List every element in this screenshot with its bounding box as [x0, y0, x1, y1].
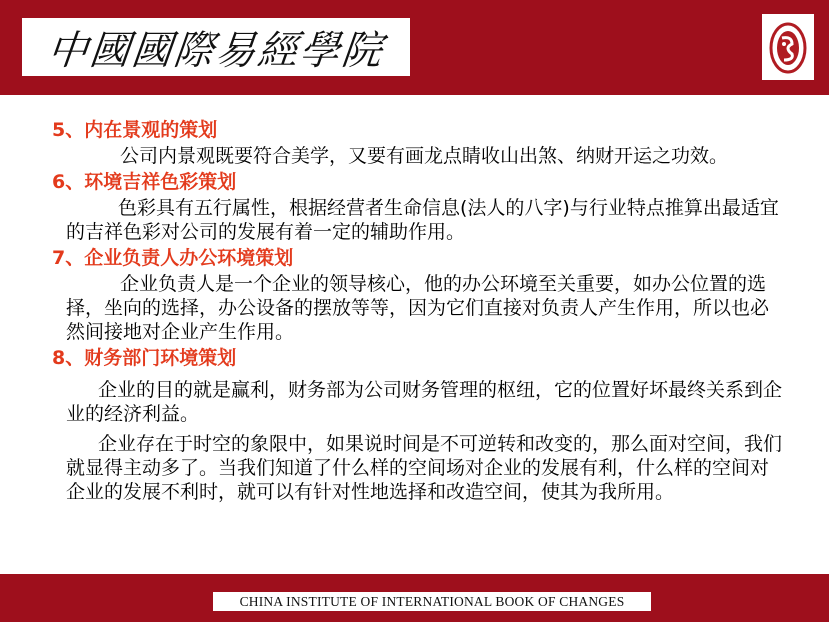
content-body — [52, 116, 792, 504]
section-paragraph: 色彩具有五行属性，根据经营者生命信息(法人的八字)与行业特点推算出最适宜的吉祥色彩对公司的发展有着一定的辅助作用。 — [66, 197, 779, 243]
seal-emblem-icon — [762, 14, 814, 80]
logo-text: 中國國際易經學院 — [45, 27, 387, 74]
section-paragraph: 企业存在于时空的象限中，如果说时间是不可逆转和改变的，那么面对空间，我们就显得主动多了。当我们知道了什么样的空间场对企业的发展有利，什么样的空间对企业的发展不利时，就可以有针对性地选择和改造空间，使其为我所用。 — [66, 433, 783, 503]
section-heading-6: 6、环境吉祥色彩策划 — [52, 171, 237, 193]
section-heading-8: 8、财务部门环境策划 — [52, 347, 237, 369]
footer-label: CHINA INSTITUTE OF INTERNATIONAL BOOK OF CHANGES — [213, 592, 651, 611]
section-heading-7: 7、企业负责人办公环境策划 — [52, 247, 294, 269]
section-heading-5: 5、内在景观的策划 — [52, 119, 218, 141]
section-paragraph: 公司内景观既要符合美学，又要有画龙点睛收山出煞、纳财开运之功效。 — [120, 145, 729, 167]
section-paragraph: 企业的目的就是赢利，财务部为公司财务管理的枢纽，它的位置好坏最终关系到企业的经济利益。 — [66, 379, 783, 425]
section-paragraph: 企业负责人是一个企业的领导核心，他的办公环境至关重要，如办公位置的选择，坐向的选择，办公设备的摆放等等，因为它们直接对负责人产生作用，所以也必然间接地对企业产生作用。 — [66, 273, 770, 343]
institute-logo — [22, 18, 410, 76]
